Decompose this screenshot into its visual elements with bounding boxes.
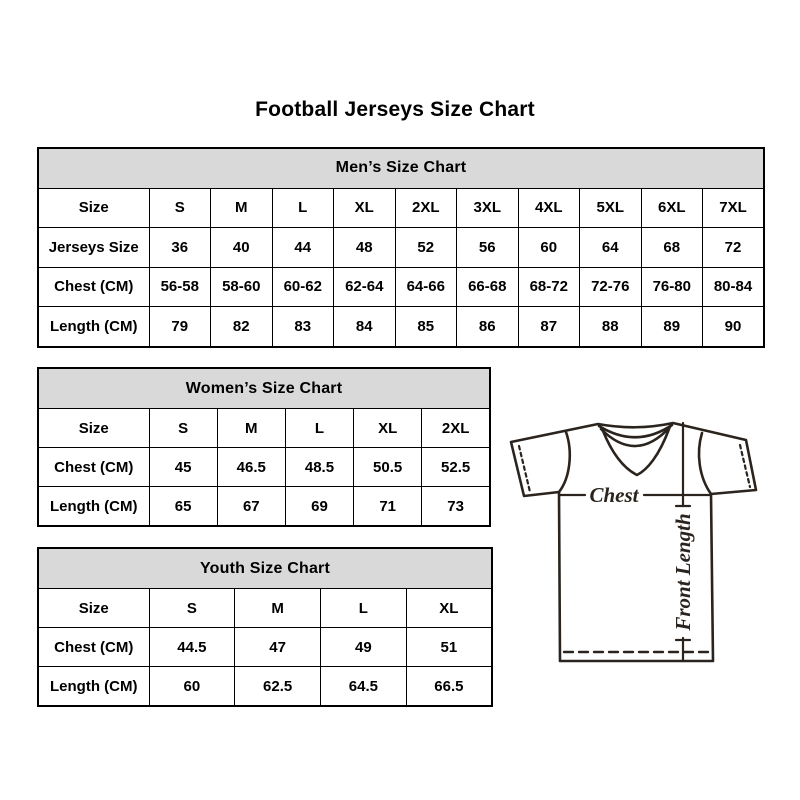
- value-cell: 72-76: [580, 267, 642, 307]
- value-cell: 64: [580, 228, 642, 268]
- value-cell: 7XL: [703, 188, 765, 228]
- value-cell: 86: [457, 307, 519, 347]
- value-cell: 64.5: [321, 667, 407, 707]
- jersey-outline: [511, 423, 756, 661]
- value-cell: 68: [641, 228, 703, 268]
- mens-size-table: [37, 147, 765, 348]
- value-cell: XL: [406, 589, 492, 628]
- value-cell: 62-64: [334, 267, 396, 307]
- value-cell: 69: [285, 487, 353, 527]
- table-row: [38, 228, 764, 268]
- value-cell: 85: [395, 307, 457, 347]
- table-title-row: [38, 148, 764, 188]
- value-cell: L: [321, 589, 407, 628]
- chest-label: Chest: [589, 483, 639, 507]
- value-cell: 56: [457, 228, 519, 268]
- table-row: [38, 267, 764, 307]
- left-armhole-seam: [559, 432, 570, 492]
- value-cell: 72: [703, 228, 765, 268]
- value-cell: 82: [211, 307, 273, 347]
- page-title: Football Jerseys Size Chart: [255, 98, 535, 121]
- value-cell: 50.5: [354, 448, 422, 487]
- value-cell: 73: [422, 487, 490, 527]
- table-row: [38, 487, 490, 527]
- value-cell: 46.5: [217, 448, 285, 487]
- row-label-cell: Jerseys Size: [38, 228, 149, 268]
- value-cell: 88: [580, 307, 642, 347]
- value-cell: 47: [235, 628, 321, 667]
- row-label-cell: Size: [38, 409, 149, 448]
- row-label-cell: Length (CM): [38, 307, 149, 347]
- value-cell: 89: [641, 307, 703, 347]
- value-cell: M: [211, 188, 273, 228]
- table-row: [38, 589, 492, 628]
- row-label-cell: Length (CM): [38, 487, 149, 527]
- table-row: [38, 667, 492, 707]
- value-cell: 44.5: [149, 628, 235, 667]
- value-cell: S: [149, 589, 235, 628]
- front-length-label: Front Length: [671, 513, 695, 631]
- womens-size-table: [37, 367, 491, 527]
- row-label-cell: Chest (CM): [38, 628, 149, 667]
- value-cell: 52.5: [422, 448, 490, 487]
- value-cell: 90: [703, 307, 765, 347]
- table-row: [38, 448, 490, 487]
- table-title-row: [38, 368, 490, 409]
- row-label-cell: Chest (CM): [38, 267, 149, 307]
- row-label-cell: Size: [38, 188, 149, 228]
- value-cell: 5XL: [580, 188, 642, 228]
- value-cell: 62.5: [235, 667, 321, 707]
- table-row: [38, 307, 764, 347]
- value-cell: 2XL: [422, 409, 490, 448]
- value-cell: 64-66: [395, 267, 457, 307]
- jersey-measurement-diagram: [498, 400, 780, 700]
- value-cell: 3XL: [457, 188, 519, 228]
- row-label-cell: Size: [38, 589, 149, 628]
- value-cell: 60-62: [272, 267, 334, 307]
- jersey-diagram-svg: [498, 400, 780, 700]
- value-cell: 2XL: [395, 188, 457, 228]
- value-cell: 76-80: [641, 267, 703, 307]
- value-cell: M: [217, 409, 285, 448]
- value-cell: 51: [406, 628, 492, 667]
- table-row: [38, 188, 764, 228]
- value-cell: 58-60: [211, 267, 273, 307]
- value-cell: 48.5: [285, 448, 353, 487]
- value-cell: 67: [217, 487, 285, 527]
- value-cell: 71: [354, 487, 422, 527]
- value-cell: XL: [334, 188, 396, 228]
- value-cell: 65: [149, 487, 217, 527]
- right-armhole-seam: [699, 433, 711, 494]
- value-cell: 68-72: [518, 267, 580, 307]
- row-label-cell: Chest (CM): [38, 448, 149, 487]
- value-cell: 40: [211, 228, 273, 268]
- value-cell: 60: [518, 228, 580, 268]
- value-cell: S: [149, 188, 211, 228]
- value-cell: 60: [149, 667, 235, 707]
- table-row: [38, 628, 492, 667]
- value-cell: 66.5: [406, 667, 492, 707]
- value-cell: 4XL: [518, 188, 580, 228]
- value-cell: XL: [354, 409, 422, 448]
- table-title-row: [38, 548, 492, 589]
- table-row: [38, 409, 490, 448]
- value-cell: S: [149, 409, 217, 448]
- value-cell: 87: [518, 307, 580, 347]
- value-cell: 45: [149, 448, 217, 487]
- value-cell: L: [285, 409, 353, 448]
- value-cell: 84: [334, 307, 396, 347]
- value-cell: 52: [395, 228, 457, 268]
- youth-size-table: [37, 547, 493, 707]
- value-cell: L: [272, 188, 334, 228]
- value-cell: M: [235, 589, 321, 628]
- value-cell: 56-58: [149, 267, 211, 307]
- table-title: Men’s Size Chart: [38, 148, 764, 188]
- value-cell: 44: [272, 228, 334, 268]
- value-cell: 36: [149, 228, 211, 268]
- value-cell: 83: [272, 307, 334, 347]
- value-cell: 49: [321, 628, 407, 667]
- row-label-cell: Length (CM): [38, 667, 149, 707]
- value-cell: 6XL: [641, 188, 703, 228]
- value-cell: 66-68: [457, 267, 519, 307]
- table-title: Youth Size Chart: [38, 548, 492, 589]
- table-title: Women’s Size Chart: [38, 368, 490, 409]
- value-cell: 79: [149, 307, 211, 347]
- value-cell: 80-84: [703, 267, 765, 307]
- value-cell: 48: [334, 228, 396, 268]
